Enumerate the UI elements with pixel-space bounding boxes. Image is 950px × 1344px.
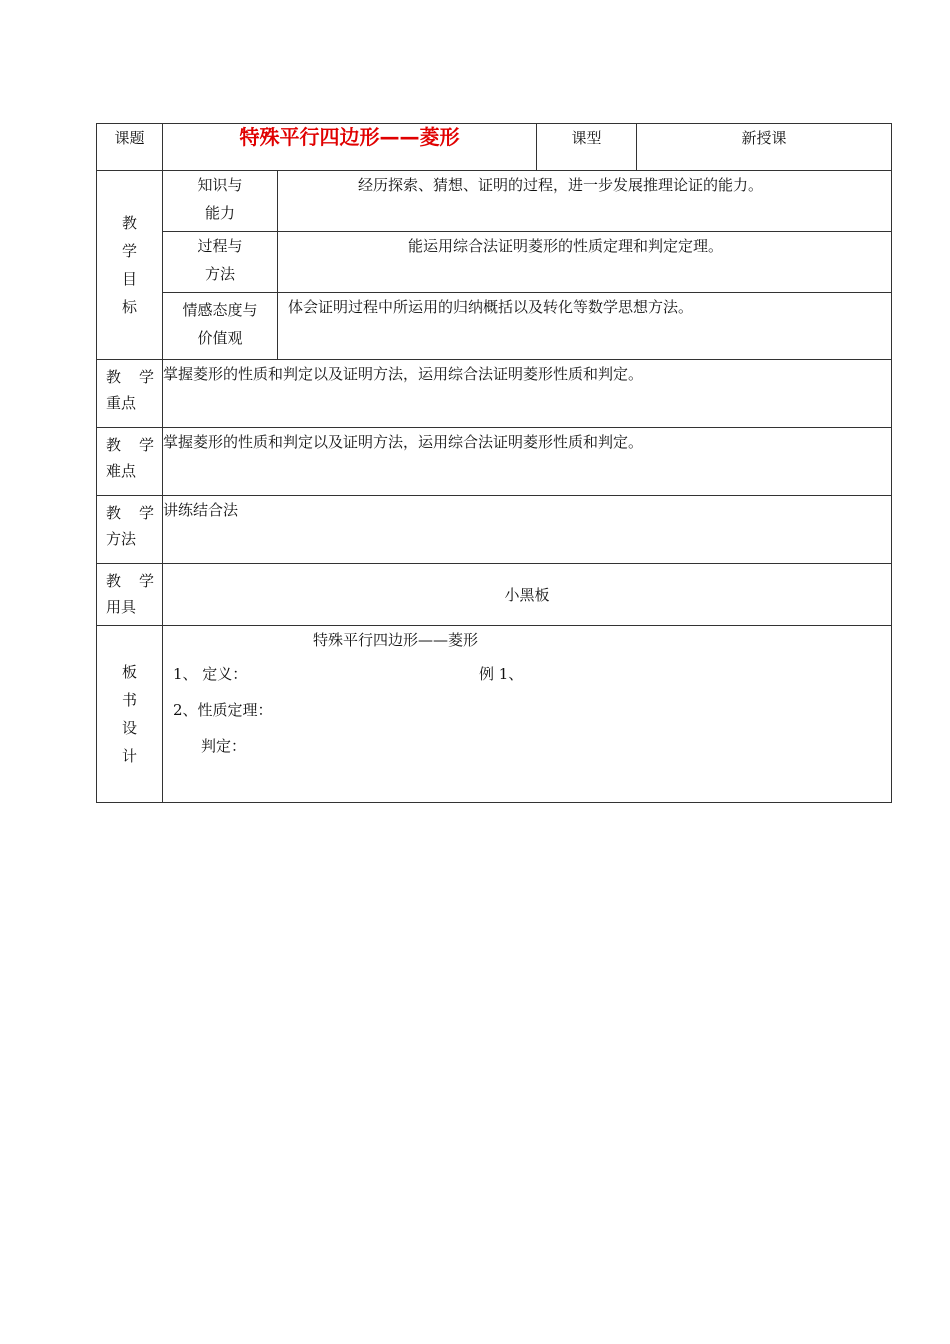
- key-points-text: 掌握菱形的性质和判定以及证明方法，运用综合法证明菱形性质和判定。: [163, 360, 892, 428]
- objective-attitude-label: 情感态度与 价值观: [163, 293, 278, 360]
- objective-row: [97, 293, 892, 360]
- objective-process-label: 过程与 方法: [163, 232, 278, 293]
- objective-knowledge-label: 知识与 能力: [163, 171, 278, 232]
- difficulties-row: [97, 428, 892, 496]
- board-design-row: [97, 626, 892, 803]
- header-row: [97, 124, 892, 171]
- objective-attitude-text: 体会证明过程中所运用的归纳概括以及转化等数学思想方法。: [278, 293, 892, 360]
- method-row: [97, 496, 892, 564]
- type-value: 新授课: [637, 124, 892, 171]
- board-item-criteria: 判定：: [201, 737, 247, 755]
- difficulties-text: 掌握菱形的性质和判定以及证明方法，运用综合法证明菱形性质和判定。: [163, 428, 892, 496]
- tools-label: 教 学 用具: [97, 564, 163, 626]
- topic-title-cell: [163, 124, 537, 171]
- board-design-label: 板 书 设 计: [97, 626, 163, 803]
- board-example: 例 1、: [479, 665, 524, 683]
- board-item-properties: 2、性质定理：: [173, 701, 273, 719]
- objective-knowledge-text: 经历探索、猜想、证明的过程，进一步发展推理论证的能力。: [278, 171, 892, 232]
- board-item-definition: 1、 定义：: [173, 665, 248, 683]
- key-points-label: 教 学 重点: [97, 360, 163, 428]
- tools-text: 小黑板: [163, 564, 892, 626]
- objective-process-text: 能运用综合法证明菱形的性质定理和判定定理。: [278, 232, 892, 293]
- type-label: 课型: [537, 124, 637, 171]
- method-text: 讲练结合法: [163, 496, 892, 564]
- tools-row: [97, 564, 892, 626]
- method-label: 教 学 方法: [97, 496, 163, 564]
- topic-title: 特殊平行四边形——菱形: [239, 125, 460, 149]
- board-design-content: [163, 626, 892, 803]
- topic-label: 课题: [97, 124, 163, 171]
- objectives-label: 教 学 目 标: [97, 171, 163, 360]
- objective-row: [97, 171, 892, 232]
- board-title: 特殊平行四边形——菱形: [313, 631, 479, 649]
- difficulties-label: 教 学 难点: [97, 428, 163, 496]
- objective-row: [97, 232, 892, 293]
- lesson-plan-table: [96, 123, 892, 803]
- key-points-row: [97, 360, 892, 428]
